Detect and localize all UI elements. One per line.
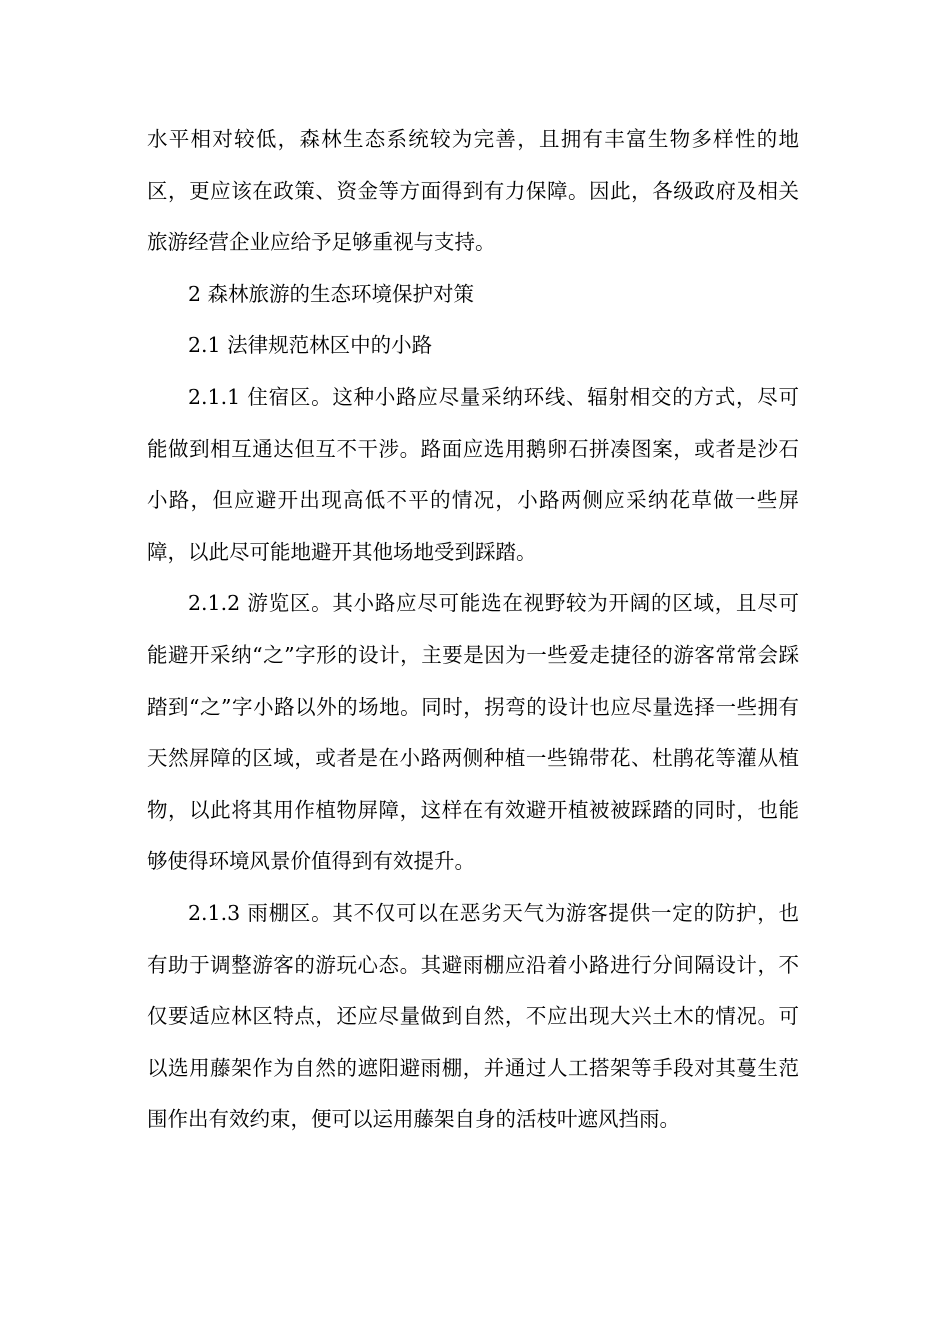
paragraph-continuation: 水平相对较低，森林生态系统较为完善，且拥有丰富生物多样性的地区，更应该在政策、资金等方面得到有力保障。因此，各级政府及相关旅游经营企业应给予足够重视与支持。 xyxy=(147,127,799,255)
paragraph-2-1-1-lodging-area: 2.1.1 住宿区。这种小路应尽量采纳环线、辐射相交的方式，尽可能做到相互通达但互不干涉。路面应选用鹅卵石拼凑图案，或者是沙石小路，但应避开出现高低不平的情况，小路两侧应采纳花草做一些屏障，以此尽可能地避开其他场地受到踩踏。 xyxy=(147,384,799,564)
section-heading-2-1: 2.1 法律规范林区中的小路 xyxy=(188,333,433,358)
paragraph-2-1-3-rain-shelter-area: 2.1.3 雨棚区。其不仅可以在恶劣天气为游客提供一定的防护，也有助于调整游客的游玩心态。其避雨棚应沿着小路进行分间隔设计，不仅要适应林区特点，还应尽量做到自然，不应出现大兴土木的情况。可以选用藤架作为自然的遮阳避雨棚，并通过人工搭架等手段对其蔓生范围作出有效约束，便可以运用藤架自身的活枝叶遮风挡雨。 xyxy=(147,900,799,1132)
section-heading-2: 2 森林旅游的生态环境保护对策 xyxy=(188,281,475,306)
paragraph-2-1-2-sightseeing-area: 2.1.2 游览区。其小路应尽可能选在视野较为开阔的区域，且尽可能避开采纳“之”字形的设计，主要是因为一些爱走捷径的游客常常会踩踏到“之”字小路以外的场地。同时，拐弯的设计也应尽量选择一些拥有天然屏障的区域，或者是在小路两侧种植一些锦带花、杜鹃花等灌从植物，以此将其用作植物屏障，这样在有效避开植被被踩踏的同时，也能够使得环境风景价值得到有效提升。 xyxy=(147,591,799,874)
document-body xyxy=(147,114,799,1146)
